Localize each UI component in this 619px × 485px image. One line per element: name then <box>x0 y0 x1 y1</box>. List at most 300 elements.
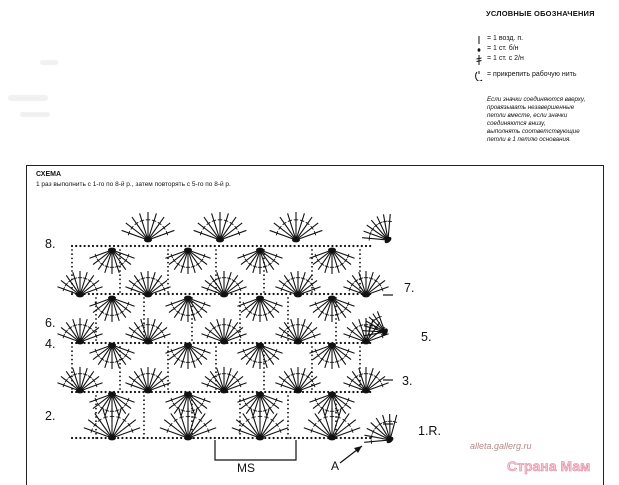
chain-dot <box>369 245 371 247</box>
chain-dot <box>143 437 145 439</box>
stitch-bar <box>73 374 77 375</box>
chain-dot <box>167 376 169 378</box>
fan-motif <box>237 248 282 274</box>
chain-dot <box>197 342 199 344</box>
chain-dot <box>285 342 287 344</box>
legend-title: УСЛОВНЫЕ ОБОЗНАЧЕНИЯ <box>486 9 595 18</box>
chain-dot <box>134 293 136 295</box>
chain-dot <box>344 437 346 439</box>
chain-dot <box>159 293 161 295</box>
stitch-bar <box>179 417 183 418</box>
chain-dot <box>311 388 313 390</box>
chain-dot <box>340 391 342 393</box>
chain-dot <box>151 245 153 247</box>
stitch-bar <box>325 266 329 267</box>
stitch-bar <box>83 278 87 279</box>
stitch-bar <box>217 278 221 279</box>
chain-dot <box>176 245 178 247</box>
stitch-bar <box>291 278 295 279</box>
chain-dot <box>260 293 262 295</box>
chain-dot <box>176 437 178 439</box>
chain-dot <box>214 293 216 295</box>
chain-dot <box>287 301 289 303</box>
chain-dot <box>247 245 249 247</box>
fan-motif <box>194 212 247 242</box>
chain-dot <box>287 310 289 312</box>
fan-base <box>256 248 264 253</box>
chain-dot <box>191 331 193 333</box>
chain-dot <box>359 249 361 251</box>
chain-dot <box>239 331 241 333</box>
row-label-2: 2. <box>45 409 56 423</box>
chain-dot <box>205 245 207 247</box>
stitch-stroke <box>164 420 188 438</box>
watermark-brand: Страна Мам <box>507 458 591 474</box>
chain-dot <box>167 371 169 373</box>
chain-dot <box>287 429 289 431</box>
chain-dot <box>95 420 97 422</box>
stitch-stroke <box>220 223 242 240</box>
fan-base <box>144 389 152 394</box>
stitch-bar <box>73 325 77 326</box>
stitch-bar <box>264 417 268 418</box>
stitch-stroke <box>103 409 112 438</box>
chain-dot <box>95 314 97 316</box>
chain-dot <box>311 363 313 365</box>
chain-dot <box>348 342 350 344</box>
chain-dot <box>121 342 123 344</box>
stitch-bar <box>181 314 185 315</box>
chain-dot <box>201 437 203 439</box>
chain-dot <box>263 283 265 285</box>
stitch-bar <box>224 220 228 221</box>
stitch-bar <box>301 374 305 375</box>
chain-dot <box>311 253 313 255</box>
chain-dot <box>109 293 111 295</box>
fan-motif <box>270 212 323 242</box>
chain-dot <box>239 416 241 418</box>
chain-dot <box>298 437 300 439</box>
stitch-bar <box>253 361 257 362</box>
chain-dot <box>119 249 121 251</box>
chain-dot <box>263 363 265 365</box>
chain-dot <box>344 342 346 344</box>
chain-dot <box>235 437 237 439</box>
chain-dot <box>264 293 266 295</box>
chain-dot <box>191 318 193 320</box>
stitch-stroke <box>260 420 284 438</box>
fan-motif <box>125 367 170 393</box>
chain-dot <box>117 437 119 439</box>
chain-dot <box>71 270 73 272</box>
chain-dot <box>92 342 94 344</box>
fan-motif <box>57 367 102 393</box>
stitch-bar <box>191 266 195 267</box>
stitch-bar <box>335 410 339 411</box>
stitch-bar <box>288 220 292 221</box>
chain-dot <box>79 437 81 439</box>
chain-dot <box>138 437 140 439</box>
chain-dot <box>252 391 254 393</box>
chain-dot <box>121 391 123 393</box>
chain-dot <box>252 293 254 295</box>
fan-base <box>294 389 302 394</box>
chain-dot <box>277 245 279 247</box>
chain-dot <box>357 391 359 393</box>
fan-motif <box>309 343 354 369</box>
chain-dot <box>359 355 361 357</box>
fan-base <box>292 238 300 243</box>
legend-text: = 1 ст. б/н <box>487 44 519 52</box>
chain-dot <box>184 245 186 247</box>
chain-dot <box>268 245 270 247</box>
chain-dot <box>306 391 308 393</box>
chain-dot <box>180 437 182 439</box>
chain-dot <box>119 380 121 382</box>
fan-motif <box>89 343 134 369</box>
stitch-bar <box>359 278 363 279</box>
chain-dot <box>289 293 291 295</box>
chain-dot <box>287 408 289 410</box>
fan-motif <box>309 296 354 322</box>
chain-dot <box>263 380 265 382</box>
chain-dot <box>231 342 233 344</box>
chain-dot <box>359 283 361 285</box>
chain-dot <box>119 274 121 276</box>
fan-base <box>184 436 192 441</box>
chain-dot <box>180 245 182 247</box>
chain-dot <box>231 245 233 247</box>
chain-dot <box>121 437 123 439</box>
chain-dot <box>361 245 363 247</box>
fan-motif <box>201 367 246 393</box>
chain-dot <box>210 437 212 439</box>
chain-dot <box>143 416 145 418</box>
fan-base <box>294 340 302 345</box>
chain-dot <box>71 391 73 393</box>
fan-motif <box>275 367 320 393</box>
chain-dot <box>210 245 212 247</box>
chain-dot <box>239 395 241 397</box>
chain-dot <box>71 258 73 260</box>
chain-dot <box>260 245 262 247</box>
chain-dot <box>264 437 266 439</box>
chain-dot <box>311 287 313 289</box>
chain-dot <box>155 245 157 247</box>
stitch-stroke <box>288 213 296 240</box>
chain-dot <box>215 274 217 276</box>
chain-dot <box>268 293 270 295</box>
fan-base <box>362 389 370 394</box>
chain-dot <box>268 437 270 439</box>
chain-dot <box>357 293 359 295</box>
chain-dot <box>327 293 329 295</box>
chain-dot <box>71 249 73 251</box>
chain-dot <box>215 262 217 264</box>
chain-dot <box>239 391 241 393</box>
chain-dot <box>168 342 170 344</box>
chain-dot <box>215 253 217 255</box>
chain-dot <box>159 342 161 344</box>
fan-base <box>184 248 192 253</box>
chain-dot <box>193 391 195 393</box>
stitch-bar <box>300 220 304 221</box>
chain-dot <box>88 391 90 393</box>
chain-dot <box>359 270 361 272</box>
chain-dot <box>273 391 275 393</box>
stitch-bar <box>227 278 231 279</box>
chain-dot <box>348 293 350 295</box>
chain-dot <box>294 245 296 247</box>
stitch-bar <box>191 361 195 362</box>
chain-dot <box>239 245 241 247</box>
fan-base <box>256 392 264 397</box>
chain-dot <box>71 346 73 348</box>
chain-dot <box>352 245 354 247</box>
chain-dot <box>311 262 313 264</box>
chain-dot <box>243 342 245 344</box>
chain-dot <box>126 245 128 247</box>
note-line: Если значки соединяются вверху, <box>487 96 586 103</box>
chain-dot <box>172 245 174 247</box>
chain-dot <box>96 391 98 393</box>
fan-base <box>76 340 84 345</box>
chain-dot <box>344 293 346 295</box>
chain-dot <box>335 335 337 337</box>
chain-dot <box>247 293 249 295</box>
chain-dot <box>71 245 73 247</box>
chain-dot <box>352 293 354 295</box>
chain-dot <box>285 293 287 295</box>
chain-dot <box>287 399 289 401</box>
chain-dot <box>138 342 140 344</box>
chain-dot <box>184 293 186 295</box>
chain-dot <box>311 249 313 251</box>
chain-dot <box>226 437 228 439</box>
chain-dot <box>277 437 279 439</box>
chain-dot <box>302 391 304 393</box>
chain-dot <box>285 391 287 393</box>
chain-dot <box>155 437 157 439</box>
chain-dot <box>96 342 98 344</box>
fan-motif <box>275 318 320 344</box>
fan-base <box>328 436 336 441</box>
chain-dot <box>191 335 193 337</box>
chain-dot <box>218 391 220 393</box>
chain-dot <box>119 283 121 285</box>
chain-dot <box>287 420 289 422</box>
chain-dot <box>335 339 337 341</box>
fan-base <box>108 436 116 441</box>
chain-dot <box>263 376 265 378</box>
chain-dot <box>155 293 157 295</box>
chain-dot <box>359 359 361 361</box>
stitch-bar <box>83 374 87 375</box>
chain-dot <box>193 293 195 295</box>
chain-dot <box>180 293 182 295</box>
chain-dot <box>143 429 145 431</box>
chain-dot <box>315 293 317 295</box>
chain-dot <box>163 245 165 247</box>
fan-motif <box>357 208 403 253</box>
chain-dot <box>71 350 73 352</box>
chain-dot <box>193 245 195 247</box>
chain-dot <box>167 266 169 268</box>
chain-dot <box>289 245 291 247</box>
chain-dot <box>130 391 132 393</box>
fan-base <box>220 293 228 298</box>
stitch-stroke <box>364 429 390 454</box>
chain-dot <box>287 331 289 333</box>
chain-dot <box>210 293 212 295</box>
chain-dot <box>323 391 325 393</box>
chain-dot <box>163 293 165 295</box>
chain-dot <box>105 342 107 344</box>
chain-dot <box>143 399 145 401</box>
chain-dot <box>167 274 169 276</box>
chain-dot <box>109 245 111 247</box>
stitch-bar <box>301 325 305 326</box>
chain-dot <box>134 245 136 247</box>
chain-dot <box>243 437 245 439</box>
chain-dot <box>215 355 217 357</box>
chain-dot <box>138 293 140 295</box>
fan-base <box>108 248 116 253</box>
stitch-bar <box>141 374 145 375</box>
chain-dot <box>285 245 287 247</box>
chain-dot <box>88 437 90 439</box>
chain-dot <box>201 391 203 393</box>
chain-dot <box>117 342 119 344</box>
chain-dot <box>113 293 115 295</box>
fan-motif <box>165 248 210 274</box>
fan-motif <box>122 212 175 242</box>
chain-dot <box>222 245 224 247</box>
ms-label: MS <box>237 461 255 475</box>
chain-dot <box>163 391 165 393</box>
chain-dot <box>113 245 115 247</box>
chain-dot <box>287 297 289 299</box>
stitch-bar <box>253 266 257 267</box>
chain-dot <box>315 437 317 439</box>
chain-dot <box>119 287 121 289</box>
watermark-site: alleta.gallerg.ru <box>470 441 532 451</box>
fan-base <box>256 296 264 301</box>
chain-dot <box>84 437 86 439</box>
chain-dot <box>348 437 350 439</box>
stitch-stroke <box>260 409 269 438</box>
chain-dot <box>88 342 90 344</box>
chain-dot <box>287 395 289 397</box>
chain-dot <box>273 245 275 247</box>
chain-dot <box>100 293 102 295</box>
chain-dot <box>302 342 304 344</box>
chain-dot <box>71 342 73 344</box>
chain-dot <box>96 245 98 247</box>
stitch-stroke <box>376 214 402 240</box>
fan-base <box>328 296 336 301</box>
chain-dot <box>167 253 169 255</box>
chain-dot <box>239 322 241 324</box>
chain-dot <box>263 388 265 390</box>
chain-dot <box>163 437 165 439</box>
chain-dot <box>273 342 275 344</box>
chain-dot <box>100 391 102 393</box>
chain-dot <box>71 266 73 268</box>
chain-dot <box>289 437 291 439</box>
chain-dot <box>71 437 73 439</box>
chain-dot <box>357 437 359 439</box>
chain-dot <box>134 342 136 344</box>
chain-dot <box>79 245 81 247</box>
stitch-bar <box>181 410 185 411</box>
chain-dot <box>289 342 291 344</box>
chain-dot <box>352 391 354 393</box>
chain-dot <box>357 245 359 247</box>
stitch-stroke <box>88 420 112 438</box>
chain-dot <box>214 437 216 439</box>
chain-dot <box>340 342 342 344</box>
fan-motif <box>84 408 140 440</box>
chain-dot <box>92 293 94 295</box>
chain-dot <box>84 245 86 247</box>
chain-dot <box>71 274 73 276</box>
chain-dot <box>311 376 313 378</box>
chain-dot <box>263 287 265 289</box>
stitch-bar <box>151 325 155 326</box>
fan-motif <box>125 318 170 344</box>
chain-dot <box>281 437 283 439</box>
stitch-bar <box>263 410 267 411</box>
chain-dot <box>310 245 312 247</box>
chain-dot <box>205 391 207 393</box>
chain-dot <box>359 346 361 348</box>
chain-dot <box>359 266 361 268</box>
chain-dot <box>247 437 249 439</box>
chain-dot <box>319 293 321 295</box>
stitch-stroke <box>179 409 188 438</box>
chain-dot <box>143 412 145 414</box>
chain-dot <box>281 391 283 393</box>
chain-dot <box>315 245 317 247</box>
stitch-bar <box>152 220 156 221</box>
note-line: выполнять соответствующие <box>487 128 580 136</box>
chain-dot <box>215 363 217 365</box>
chain-dot <box>167 380 169 382</box>
chain-dot <box>163 342 165 344</box>
stitch-stroke <box>126 223 148 240</box>
chain-dot <box>231 437 233 439</box>
stitch-bar <box>323 417 327 418</box>
chain-dot <box>197 437 199 439</box>
row-label-7: 7. <box>404 281 415 295</box>
chain-dot <box>361 437 363 439</box>
chain-dot <box>159 391 161 393</box>
fan-motif <box>89 296 134 322</box>
chain-dot <box>167 367 169 369</box>
chain-dot <box>71 371 73 373</box>
chain-dot <box>263 279 265 281</box>
chain-dot <box>235 342 237 344</box>
chain-dot <box>117 245 119 247</box>
fan-motif <box>89 248 134 274</box>
stitch-bar <box>105 410 109 411</box>
chain-dot <box>172 391 174 393</box>
chain-dot <box>71 355 73 357</box>
chain-dot <box>302 437 304 439</box>
chain-dot <box>143 306 145 308</box>
chain-dot <box>311 359 313 361</box>
